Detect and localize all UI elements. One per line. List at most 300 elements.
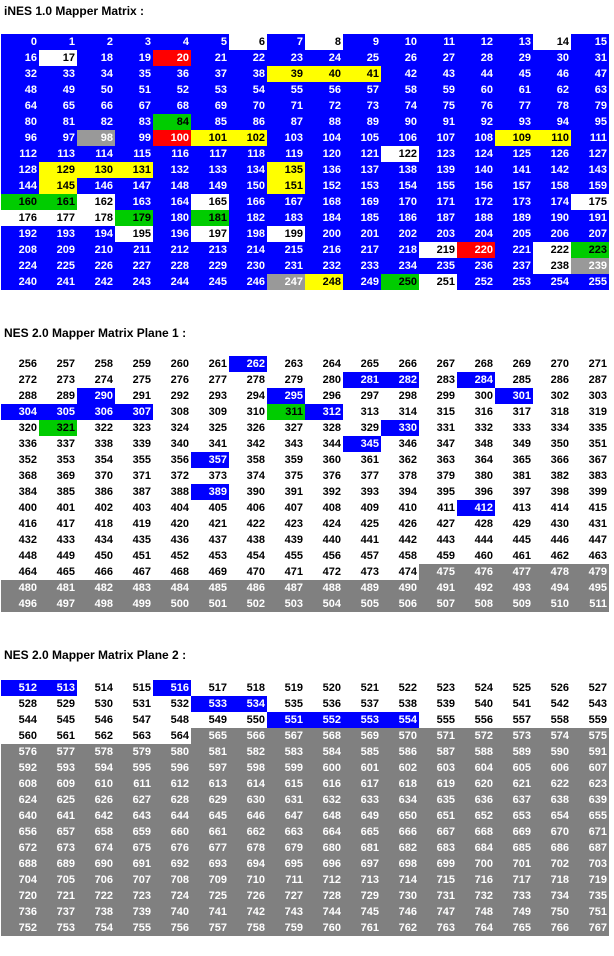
mapper-cell-577: 577	[39, 744, 77, 760]
mapper-cell-328: 328	[305, 420, 343, 436]
mapper-cell-750: 750	[533, 904, 571, 920]
mapper-cell-161: 161	[39, 194, 77, 210]
mapper-cell-637: 637	[495, 792, 533, 808]
mapper-cell-565: 565	[191, 728, 229, 744]
mapper-cell-596: 596	[153, 760, 191, 776]
mapper-cell-258: 258	[77, 356, 115, 372]
mapper-cell-156: 156	[457, 178, 495, 194]
mapper-cell-192: 192	[1, 226, 39, 242]
mapper-cell-234: 234	[381, 258, 419, 274]
mapper-cell-431: 431	[571, 516, 609, 532]
mapper-cell-594: 594	[77, 760, 115, 776]
mapper-cell-730: 730	[381, 888, 419, 904]
mapper-cell-720: 720	[1, 888, 39, 904]
matrix-row	[1, 242, 609, 258]
matrix-row	[1, 34, 609, 50]
mapper-cell-518: 518	[229, 680, 267, 696]
mapper-cell-612: 612	[153, 776, 191, 792]
mapper-cell-273: 273	[39, 372, 77, 388]
mapper-cell-585: 585	[343, 744, 381, 760]
mapper-cell-158: 158	[533, 178, 571, 194]
mapper-cell-91: 91	[419, 114, 457, 130]
mapper-cell-686: 686	[533, 840, 571, 856]
mapper-cell-110: 110	[533, 130, 571, 146]
mapper-cell-230: 230	[229, 258, 267, 274]
mapper-cell-588: 588	[457, 744, 495, 760]
mapper-cell-49: 49	[39, 82, 77, 98]
mapper-cell-100: 100	[153, 130, 191, 146]
mapper-cell-87: 87	[267, 114, 305, 130]
mapper-cell-297: 297	[343, 388, 381, 404]
mapper-cell-667: 667	[419, 824, 457, 840]
mapper-cell-442: 442	[381, 532, 419, 548]
mapper-cell-253: 253	[495, 274, 533, 290]
mapper-cell-650: 650	[381, 808, 419, 824]
mapper-cell-613: 613	[191, 776, 229, 792]
mapper-cell-259: 259	[115, 356, 153, 372]
mapper-cell-437: 437	[191, 532, 229, 548]
mapper-cell-71: 71	[267, 98, 305, 114]
mapper-cell-40: 40	[305, 66, 343, 82]
mapper-cell-507: 507	[419, 596, 457, 612]
mapper-cell-567: 567	[267, 728, 305, 744]
mapper-cell-466: 466	[77, 564, 115, 580]
mapper-cell-470: 470	[229, 564, 267, 580]
mapper-cell-381: 381	[495, 468, 533, 484]
mapper-cell-289: 289	[39, 388, 77, 404]
mapper-cell-743: 743	[267, 904, 305, 920]
mapper-cell-509: 509	[495, 596, 533, 612]
mapper-cell-363: 363	[419, 452, 457, 468]
mapper-cell-388: 388	[153, 484, 191, 500]
mapper-cell-621: 621	[495, 776, 533, 792]
matrix-row	[1, 888, 609, 904]
mapper-cell-193: 193	[39, 226, 77, 242]
mapper-cell-553: 553	[343, 712, 381, 728]
mapper-cell-51: 51	[115, 82, 153, 98]
mapper-cell-256: 256	[1, 356, 39, 372]
mapper-cell-520: 520	[305, 680, 343, 696]
mapper-cell-94: 94	[533, 114, 571, 130]
mapper-cell-364: 364	[457, 452, 495, 468]
mapper-cell-25: 25	[343, 50, 381, 66]
mapper-cell-348: 348	[457, 436, 495, 452]
mapper-cell-217: 217	[343, 242, 381, 258]
matrix-row	[1, 776, 609, 792]
mapper-cell-396: 396	[457, 484, 495, 500]
mapper-cell-626: 626	[77, 792, 115, 808]
mapper-cell-628: 628	[153, 792, 191, 808]
mapper-cell-114: 114	[77, 146, 115, 162]
mapper-cell-29: 29	[495, 50, 533, 66]
mapper-cell-375: 375	[267, 468, 305, 484]
mapper-cell-571: 571	[419, 728, 457, 744]
mapper-cell-79: 79	[571, 98, 609, 114]
mapper-cell-410: 410	[381, 500, 419, 516]
mapper-cell-354: 354	[77, 452, 115, 468]
mapper-cell-595: 595	[115, 760, 153, 776]
mapper-cell-319: 319	[571, 404, 609, 420]
mapper-cell-734: 734	[533, 888, 571, 904]
mapper-cell-514: 514	[77, 680, 115, 696]
mapper-cell-546: 546	[77, 712, 115, 728]
mapper-cell-194: 194	[77, 226, 115, 242]
mapper-cell-474: 474	[381, 564, 419, 580]
mapper-cell-216: 216	[305, 242, 343, 258]
mapper-cell-512: 512	[1, 680, 39, 696]
mapper-cell-57: 57	[343, 82, 381, 98]
mapper-cell-421: 421	[191, 516, 229, 532]
mapper-cell-293: 293	[191, 388, 229, 404]
mapper-cell-604: 604	[457, 760, 495, 776]
matrix-row	[1, 500, 609, 516]
mapper-cell-529: 529	[39, 696, 77, 712]
mapper-cell-223: 223	[571, 242, 609, 258]
mapper-cell-718: 718	[533, 872, 571, 888]
mapper-cell-483: 483	[115, 580, 153, 596]
mapper-cell-408: 408	[305, 500, 343, 516]
mapper-cell-131: 131	[115, 162, 153, 178]
mapper-cell-212: 212	[153, 242, 191, 258]
mapper-cell-738: 738	[77, 904, 115, 920]
mapper-cell-399: 399	[571, 484, 609, 500]
mapper-cell-498: 498	[77, 596, 115, 612]
mapper-cell-202: 202	[381, 226, 419, 242]
mapper-cell-663: 663	[267, 824, 305, 840]
mapper-cell-97: 97	[39, 130, 77, 146]
mapper-cell-693: 693	[191, 856, 229, 872]
mapper-cell-207: 207	[571, 226, 609, 242]
mapper-cell-356: 356	[153, 452, 191, 468]
mapper-cell-526: 526	[533, 680, 571, 696]
matrix-row	[1, 452, 609, 468]
mapper-cell-549: 549	[191, 712, 229, 728]
mapper-cell-39: 39	[267, 66, 305, 82]
mapper-cell-292: 292	[153, 388, 191, 404]
matrix-row	[1, 792, 609, 808]
mapper-cell-269: 269	[495, 356, 533, 372]
mapper-cell-616: 616	[305, 776, 343, 792]
mapper-cell-183: 183	[267, 210, 305, 226]
mapper-cell-709: 709	[191, 872, 229, 888]
mapper-cell-414: 414	[533, 500, 571, 516]
mapper-cell-710: 710	[229, 872, 267, 888]
mapper-cell-712: 712	[305, 872, 343, 888]
matrix-row	[1, 50, 609, 66]
mapper-cell-500: 500	[153, 596, 191, 612]
mapper-cell-699: 699	[419, 856, 457, 872]
mapper-cell-89: 89	[343, 114, 381, 130]
mapper-cell-640: 640	[1, 808, 39, 824]
mapper-cell-75: 75	[419, 98, 457, 114]
matrix-row	[1, 904, 609, 920]
mapper-cell-298: 298	[381, 388, 419, 404]
mapper-cell-104: 104	[305, 130, 343, 146]
mapper-cell-444: 444	[457, 532, 495, 548]
mapper-cell-254: 254	[533, 274, 571, 290]
mapper-cell-713: 713	[343, 872, 381, 888]
mapper-cell-735: 735	[571, 888, 609, 904]
mapper-cell-665: 665	[343, 824, 381, 840]
mapper-cell-65: 65	[39, 98, 77, 114]
mapper-cell-77: 77	[495, 98, 533, 114]
mapper-cell-694: 694	[229, 856, 267, 872]
mapper-cell-320: 320	[1, 420, 39, 436]
mapper-cell-715: 715	[419, 872, 457, 888]
matrix-row	[1, 564, 609, 580]
mapper-cell-673: 673	[39, 840, 77, 856]
mapper-cell-691: 691	[115, 856, 153, 872]
matrix-row	[1, 580, 609, 596]
mapper-cell-369: 369	[39, 468, 77, 484]
mapper-cell-480: 480	[1, 580, 39, 596]
mapper-cell-568: 568	[305, 728, 343, 744]
mapper-cell-386: 386	[77, 484, 115, 500]
mapper-cell-150: 150	[229, 178, 267, 194]
mapper-cell-440: 440	[305, 532, 343, 548]
mapper-cell-351: 351	[571, 436, 609, 452]
mapper-cell-458: 458	[381, 548, 419, 564]
mapper-cell-668: 668	[457, 824, 495, 840]
mapper-cell-597: 597	[191, 760, 229, 776]
mapper-cell-493: 493	[495, 580, 533, 596]
mapper-cell-134: 134	[229, 162, 267, 178]
mapper-cell-80: 80	[1, 114, 39, 130]
mapper-cell-33: 33	[39, 66, 77, 82]
matrix-row	[1, 258, 609, 274]
mapper-cell-563: 563	[115, 728, 153, 744]
mapper-cell-607: 607	[571, 760, 609, 776]
mapper-cell-162: 162	[77, 194, 115, 210]
mapper-cell-335: 335	[571, 420, 609, 436]
mapper-cell-155: 155	[419, 178, 457, 194]
mapper-cell-543: 543	[571, 696, 609, 712]
mapper-cell-370: 370	[77, 468, 115, 484]
mapper-cell-629: 629	[191, 792, 229, 808]
mapper-cell-281: 281	[343, 372, 381, 388]
mapper-cell-751: 751	[571, 904, 609, 920]
matrix-row	[1, 712, 609, 728]
mapper-cell-119: 119	[267, 146, 305, 162]
matrix-row	[1, 468, 609, 484]
mapper-cell-343: 343	[267, 436, 305, 452]
mapper-cell-586: 586	[381, 744, 419, 760]
mapper-cell-272: 272	[1, 372, 39, 388]
mapper-cell-703: 703	[571, 856, 609, 872]
mapper-cell-464: 464	[1, 564, 39, 580]
mapper-cell-135: 135	[267, 162, 305, 178]
mapper-cell-603: 603	[419, 760, 457, 776]
mapper-cell-311: 311	[267, 404, 305, 420]
mapper-cell-203: 203	[419, 226, 457, 242]
mapper-cell-427: 427	[419, 516, 457, 532]
mapper-cell-609: 609	[39, 776, 77, 792]
mapper-cell-758: 758	[229, 920, 267, 936]
mapper-cell-294: 294	[229, 388, 267, 404]
mapper-cell-524: 524	[457, 680, 495, 696]
mapper-cell-257: 257	[39, 356, 77, 372]
mapper-cell-368: 368	[1, 468, 39, 484]
mapper-cell-398: 398	[533, 484, 571, 500]
mapper-cell-438: 438	[229, 532, 267, 548]
mapper-cell-352: 352	[1, 452, 39, 468]
mapper-cell-683: 683	[419, 840, 457, 856]
mapper-cell-10: 10	[381, 34, 419, 50]
mapper-cell-332: 332	[457, 420, 495, 436]
mapper-cell-2: 2	[77, 34, 115, 50]
mapper-cell-511: 511	[571, 596, 609, 612]
mapper-cell-736: 736	[1, 904, 39, 920]
mapper-cell-287: 287	[571, 372, 609, 388]
mapper-cell-429: 429	[495, 516, 533, 532]
mapper-cell-373: 373	[191, 468, 229, 484]
mapper-cell-278: 278	[229, 372, 267, 388]
mapper-cell-570: 570	[381, 728, 419, 744]
mapper-cell-395: 395	[419, 484, 457, 500]
mapper-cell-105: 105	[343, 130, 381, 146]
mapper-cell-716: 716	[457, 872, 495, 888]
mapper-cell-497: 497	[39, 596, 77, 612]
mapper-cell-654: 654	[533, 808, 571, 824]
mapper-cell-330: 330	[381, 420, 419, 436]
mapper-cell-504: 504	[305, 596, 343, 612]
mapper-cell-237: 237	[495, 258, 533, 274]
mapper-cell-270: 270	[533, 356, 571, 372]
mapper-cell-574: 574	[533, 728, 571, 744]
mapper-cell-240: 240	[1, 274, 39, 290]
mapper-cell-446: 446	[533, 532, 571, 548]
mapper-cell-5: 5	[191, 34, 229, 50]
mapper-cell-599: 599	[267, 760, 305, 776]
mapper-cell-593: 593	[39, 760, 77, 776]
mapper-cell-248: 248	[305, 274, 343, 290]
matrix-row	[1, 744, 609, 760]
matrix-row	[1, 388, 609, 404]
mapper-cell-412: 412	[457, 500, 495, 516]
mapper-cell-516: 516	[153, 680, 191, 696]
mapper-cell-471: 471	[267, 564, 305, 580]
mapper-cell-70: 70	[229, 98, 267, 114]
mapper-cell-706: 706	[77, 872, 115, 888]
mapper-cell-473: 473	[343, 564, 381, 580]
mapper-cell-615: 615	[267, 776, 305, 792]
mapper-cell-102: 102	[229, 130, 267, 146]
mapper-cell-116: 116	[153, 146, 191, 162]
mapper-cell-235: 235	[419, 258, 457, 274]
mapper-cell-426: 426	[381, 516, 419, 532]
matrix-row	[1, 840, 609, 856]
mapper-cell-622: 622	[533, 776, 571, 792]
mapper-cell-196: 196	[153, 226, 191, 242]
mapper-cell-406: 406	[229, 500, 267, 516]
mapper-cell-238: 238	[533, 258, 571, 274]
mapper-cell-550: 550	[229, 712, 267, 728]
mapper-cell-195: 195	[115, 226, 153, 242]
mapper-cell-711: 711	[267, 872, 305, 888]
mapper-cell-176: 176	[1, 210, 39, 226]
mapper-cell-179: 179	[115, 210, 153, 226]
mapper-cell-32: 32	[1, 66, 39, 82]
mapper-cell-337: 337	[39, 436, 77, 452]
mapper-cell-411: 411	[419, 500, 457, 516]
mapper-cell-359: 359	[267, 452, 305, 468]
mapper-cell-17: 17	[39, 50, 77, 66]
mapper-cell-306: 306	[77, 404, 115, 420]
mapper-cell-280: 280	[305, 372, 343, 388]
mapper-cell-108: 108	[457, 130, 495, 146]
mapper-cell-602: 602	[381, 760, 419, 776]
mapper-cell-678: 678	[229, 840, 267, 856]
mapper-cell-530: 530	[77, 696, 115, 712]
mapper-cell-462: 462	[533, 548, 571, 564]
mapper-cell-149: 149	[191, 178, 229, 194]
mapper-cell-286: 286	[533, 372, 571, 388]
mapper-cell-308: 308	[153, 404, 191, 420]
mapper-cell-313: 313	[343, 404, 381, 420]
mapper-cell-318: 318	[533, 404, 571, 420]
mapper-cell-591: 591	[571, 744, 609, 760]
mapper-cell-92: 92	[457, 114, 495, 130]
mapper-cell-508: 508	[457, 596, 495, 612]
mapper-cell-142: 142	[533, 162, 571, 178]
mapper-cell-31: 31	[571, 50, 609, 66]
mapper-cell-139: 139	[419, 162, 457, 178]
mapper-cell-304: 304	[1, 404, 39, 420]
mapper-cell-157: 157	[495, 178, 533, 194]
mapper-cell-644: 644	[153, 808, 191, 824]
mapper-cell-422: 422	[229, 516, 267, 532]
mapper-cell-490: 490	[381, 580, 419, 596]
mapper-cell-620: 620	[457, 776, 495, 792]
mapper-cell-221: 221	[495, 242, 533, 258]
mapper-cell-496: 496	[1, 596, 39, 612]
mapper-cell-614: 614	[229, 776, 267, 792]
nes2-plane-2-matrix	[1, 680, 609, 936]
matrix-row	[1, 404, 609, 420]
mapper-cell-721: 721	[39, 888, 77, 904]
mapper-cell-268: 268	[457, 356, 495, 372]
matrix-row	[1, 98, 609, 114]
mapper-cell-22: 22	[229, 50, 267, 66]
mapper-cell-198: 198	[229, 226, 267, 242]
mapper-cell-554: 554	[381, 712, 419, 728]
mapper-cell-383: 383	[571, 468, 609, 484]
mapper-cell-479: 479	[571, 564, 609, 580]
mapper-cell-519: 519	[267, 680, 305, 696]
mapper-cell-85: 85	[191, 114, 229, 130]
mapper-cell-323: 323	[115, 420, 153, 436]
mapper-cell-717: 717	[495, 872, 533, 888]
mapper-cell-220: 220	[457, 242, 495, 258]
mapper-cell-534: 534	[229, 696, 267, 712]
mapper-cell-374: 374	[229, 468, 267, 484]
mapper-cell-164: 164	[153, 194, 191, 210]
mapper-cell-764: 764	[457, 920, 495, 936]
mapper-cell-433: 433	[39, 532, 77, 548]
mapper-cell-23: 23	[267, 50, 305, 66]
mapper-cell-652: 652	[457, 808, 495, 824]
mapper-cell-357: 357	[191, 452, 229, 468]
matrix-row	[1, 146, 609, 162]
mapper-cell-671: 671	[571, 824, 609, 840]
mapper-cell-610: 610	[77, 776, 115, 792]
mapper-cell-249: 249	[343, 274, 381, 290]
mapper-cell-0: 0	[1, 34, 39, 50]
mapper-cell-186: 186	[381, 210, 419, 226]
mapper-cell-420: 420	[153, 516, 191, 532]
mapper-cell-439: 439	[267, 532, 305, 548]
mapper-cell-27: 27	[419, 50, 457, 66]
